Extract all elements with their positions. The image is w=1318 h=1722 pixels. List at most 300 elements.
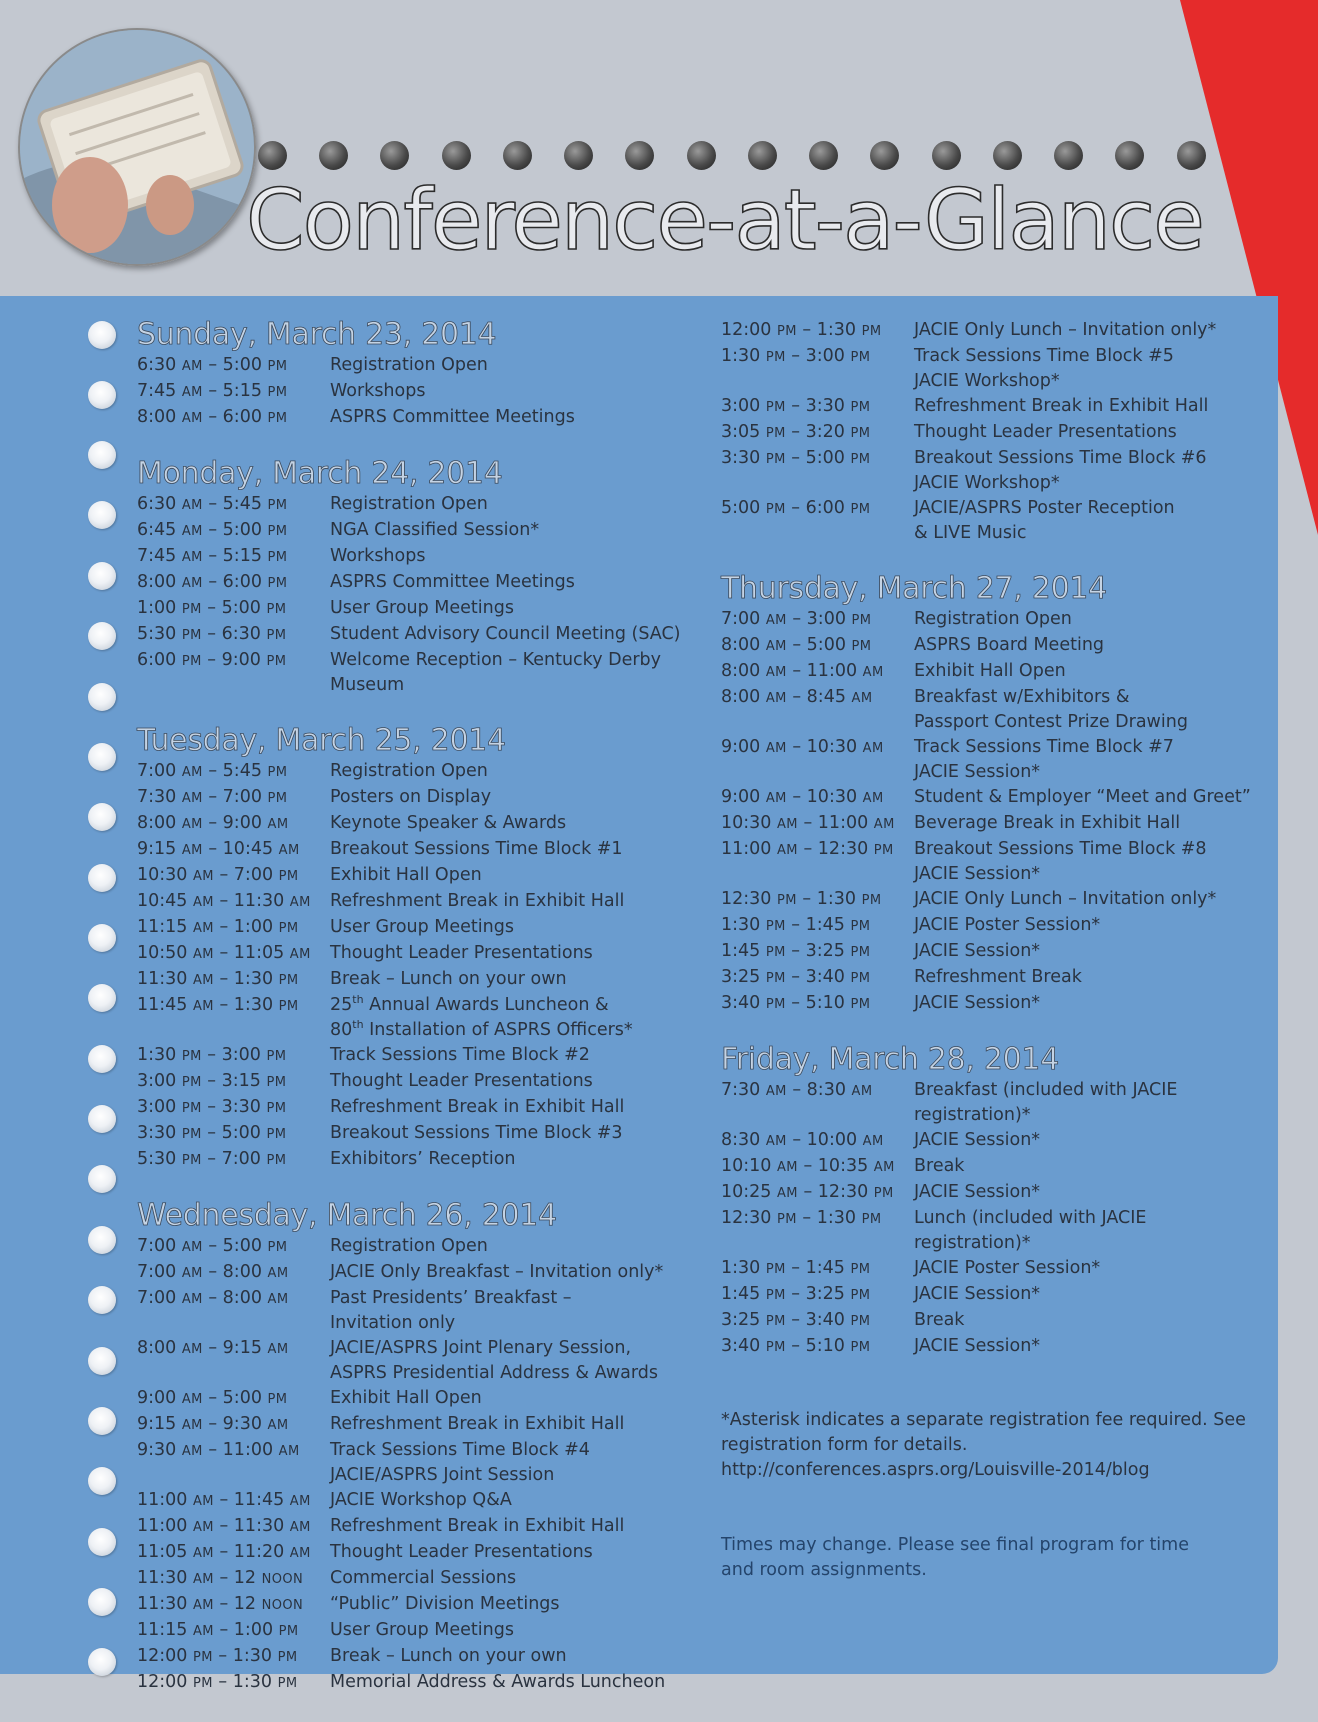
schedule-change-notice (721, 1533, 1281, 1583)
schedule-row (137, 1260, 697, 1286)
event-line: JACIE Only Lunch – Invitation only* (914, 889, 1217, 909)
event-line: Break (914, 1156, 965, 1176)
event-line: Thought Leader Presentations (914, 422, 1177, 442)
schedule-row (137, 1592, 697, 1618)
schedule-row (137, 1043, 697, 1069)
schedule-row (137, 785, 697, 811)
event-line: Workshops (330, 381, 426, 401)
event-line: Registration Open (330, 355, 488, 375)
schedule-row (721, 1334, 1281, 1360)
event-line: Track Sessions Time Block #7 (914, 737, 1174, 757)
day-block (137, 724, 697, 1173)
event-title (330, 1618, 697, 1644)
event-title (330, 1043, 697, 1069)
time-range: 10:30 AM – 11:00 AM (721, 813, 895, 833)
event-title (330, 1336, 697, 1386)
time-range: 12:00 PM – 1:30 PM (137, 1646, 298, 1666)
time-range: 7:00 AM – 8:00 AM (137, 1288, 289, 1308)
schedule-row (721, 837, 1281, 887)
time-range: 3:05 PM – 3:20 PM (721, 422, 871, 442)
time-range: 12:00 PM – 1:30 PM (721, 320, 882, 340)
event-line: Track Sessions Time Block #5 (914, 346, 1174, 366)
event-line: JACIE Session* (914, 1182, 1041, 1202)
schedule-row (721, 420, 1281, 446)
time-range: 3:40 PM – 5:10 PM (721, 1336, 871, 1356)
event-line: JACIE Poster Session* (914, 1258, 1101, 1278)
event-title (914, 1180, 1281, 1206)
event-title (330, 353, 697, 379)
notice-line: and room assignments. (721, 1560, 927, 1580)
event-title (330, 993, 697, 1043)
schedule-row (721, 811, 1281, 837)
schedule-row (137, 1121, 697, 1147)
time-range: 7:45 AM – 5:15 PM (137, 546, 288, 566)
event-title (914, 1256, 1281, 1282)
time-range: 7:00 AM – 5:45 PM (137, 761, 288, 781)
time-range: 1:00 PM – 5:00 PM (137, 598, 287, 618)
schedule-row (721, 991, 1281, 1017)
event-line: Welcome Reception – Kentucky Derby (330, 650, 662, 670)
time-range: 10:10 AM – 10:35 AM (721, 1156, 895, 1176)
event-line: Breakout Sessions Time Block #3 (330, 1123, 623, 1143)
day-heading: Monday, March 24, 2014 (137, 456, 503, 491)
event-title (330, 1592, 697, 1618)
event-line: Commercial Sessions (330, 1568, 517, 1588)
event-title (914, 1282, 1281, 1308)
day-block (721, 318, 1281, 546)
event-title (330, 1260, 697, 1286)
event-title (330, 544, 697, 570)
notice-line: Times may change. Please see final program for time (721, 1535, 1189, 1555)
schedule-row (721, 659, 1281, 685)
event-line: Track Sessions Time Block #4 (330, 1440, 590, 1460)
event-title (914, 685, 1281, 735)
event-title (914, 913, 1281, 939)
event-line: Thought Leader Presentations (330, 943, 593, 963)
schedule-row (721, 394, 1281, 420)
schedule-row (137, 1618, 697, 1644)
time-range: 10:45 AM – 11:30 AM (137, 891, 311, 911)
event-line: Exhibit Hall Open (330, 1388, 482, 1408)
schedule-row (137, 1514, 697, 1540)
time-range: 9:00 AM – 10:30 AM (721, 737, 884, 757)
footnote-line: registration form for details. (721, 1435, 968, 1455)
event-line: “Public” Division Meetings (330, 1594, 560, 1614)
schedule-row (721, 446, 1281, 496)
schedule-row (721, 1206, 1281, 1256)
time-range: 6:00 PM – 9:00 PM (137, 650, 287, 670)
event-title (914, 420, 1281, 446)
event-line: Beverage Break in Exhibit Hall (914, 813, 1181, 833)
time-range: 11:45 AM – 1:30 PM (137, 995, 299, 1015)
time-range: 9:30 AM – 11:00 AM (137, 1440, 300, 1460)
schedule-row (721, 1128, 1281, 1154)
schedule-row (137, 1540, 697, 1566)
event-title (330, 648, 697, 698)
event-line: ASPRS Committee Meetings (330, 407, 575, 427)
time-range: 10:30 AM – 7:00 PM (137, 865, 299, 885)
event-title (914, 1078, 1281, 1128)
event-line: Registration Open (914, 609, 1072, 629)
schedule-row (137, 1069, 697, 1095)
time-range: 11:00 AM – 12:30 PM (721, 839, 894, 859)
event-line: Workshops (330, 546, 426, 566)
day-block (721, 572, 1281, 1017)
schedule-row (137, 1147, 697, 1173)
event-title (914, 1154, 1281, 1180)
event-line: Memorial Address & Awards Luncheon (330, 1672, 666, 1692)
time-range: 11:00 AM – 11:30 AM (137, 1516, 311, 1536)
time-range: 3:00 PM – 3:15 PM (137, 1071, 287, 1091)
event-title (914, 1334, 1281, 1360)
event-title (914, 496, 1281, 546)
event-line: Museum (330, 675, 405, 695)
schedule-row (721, 1180, 1281, 1206)
event-line: JACIE Only Lunch – Invitation only* (914, 320, 1217, 340)
time-range: 9:15 AM – 9:30 AM (137, 1414, 289, 1434)
event-line: Lunch (included with JACIE (914, 1208, 1147, 1228)
event-title (330, 837, 697, 863)
event-line: Registration Open (330, 494, 488, 514)
event-title (914, 965, 1281, 991)
event-line: JACIE Session* (914, 1284, 1041, 1304)
time-range: 12:30 PM – 1:30 PM (721, 1208, 882, 1228)
schedule-row (137, 518, 697, 544)
time-range: 7:00 AM – 5:00 PM (137, 1236, 288, 1256)
schedule-row (137, 648, 697, 698)
event-title (914, 394, 1281, 420)
event-line: Thought Leader Presentations (330, 1071, 593, 1091)
footnote-url: http://conferences.asprs.org/Louisville-2014/blog (721, 1460, 1150, 1480)
time-range: 1:30 PM – 1:45 PM (721, 1258, 871, 1278)
event-line: Thought Leader Presentations (330, 1542, 593, 1562)
event-title (330, 1670, 697, 1696)
event-line: registration)* (914, 1233, 1031, 1253)
time-range: 1:45 PM – 3:25 PM (721, 1284, 871, 1304)
event-line: JACIE Workshop Q&A (330, 1490, 512, 1510)
time-range: 6:45 AM – 5:00 PM (137, 520, 288, 540)
event-title (914, 1206, 1281, 1256)
event-line: Breakfast w/Exhibitors & (914, 687, 1130, 707)
event-line: Past Presidents’ Breakfast – (330, 1288, 572, 1308)
time-range: 1:30 PM – 3:00 PM (721, 346, 871, 366)
event-title (330, 863, 697, 889)
event-line: Break (914, 1310, 965, 1330)
time-range: 7:45 AM – 5:15 PM (137, 381, 288, 401)
schedule-row (721, 913, 1281, 939)
footnote (721, 1408, 1281, 1483)
schedule-row (721, 1256, 1281, 1282)
schedule-row (721, 785, 1281, 811)
time-range: 7:30 AM – 7:00 PM (137, 787, 288, 807)
day-block (721, 1043, 1281, 1360)
event-title (330, 1540, 697, 1566)
event-title (330, 759, 697, 785)
time-range: 3:00 PM – 3:30 PM (137, 1097, 287, 1117)
event-line: Break – Lunch on your own (330, 1646, 567, 1666)
schedule-row (721, 735, 1281, 785)
binder-holes (0, 0, 130, 1712)
event-title (914, 318, 1281, 344)
event-line: Registration Open (330, 761, 488, 781)
event-line: Passport Contest Prize Drawing (914, 712, 1188, 732)
event-title (330, 967, 697, 993)
time-range: 8:00 AM – 11:00 AM (721, 661, 884, 681)
event-line: Refreshment Break (914, 967, 1082, 987)
time-range: 11:30 AM – 1:30 PM (137, 969, 299, 989)
schedule-row (721, 496, 1281, 546)
schedule-row (137, 1488, 697, 1514)
schedule-row (721, 965, 1281, 991)
event-line: Exhibit Hall Open (330, 865, 482, 885)
schedule-row (137, 915, 697, 941)
event-line: JACIE Workshop* (914, 473, 1060, 493)
event-title (914, 811, 1281, 837)
event-title (330, 1147, 697, 1173)
schedule-row (137, 811, 697, 837)
event-title (330, 379, 697, 405)
time-range: 9:15 AM – 10:45 AM (137, 839, 300, 859)
event-line: Refreshment Break in Exhibit Hall (330, 1414, 625, 1434)
event-title (330, 915, 697, 941)
time-range: 11:00 AM – 11:45 AM (137, 1490, 311, 1510)
event-line: JACIE Poster Session* (914, 915, 1101, 935)
event-line: JACIE Session* (914, 1130, 1041, 1150)
time-range: 3:30 PM – 5:00 PM (721, 448, 871, 468)
time-range: 8:00 AM – 6:00 PM (137, 572, 288, 592)
event-line: Breakout Sessions Time Block #8 (914, 839, 1207, 859)
event-line: Breakout Sessions Time Block #6 (914, 448, 1207, 468)
event-title (914, 1128, 1281, 1154)
event-line: Breakout Sessions Time Block #1 (330, 839, 623, 859)
schedule-row (137, 889, 697, 915)
event-title (330, 1234, 697, 1260)
decorative-dot-row (258, 141, 1218, 173)
event-title (914, 344, 1281, 394)
event-title (330, 518, 697, 544)
schedule-row (137, 1286, 697, 1336)
schedule-row (137, 1566, 697, 1592)
time-range: 6:30 AM – 5:45 PM (137, 494, 288, 514)
event-line: User Group Meetings (330, 1620, 514, 1640)
event-title (330, 1566, 697, 1592)
event-title (330, 1121, 697, 1147)
event-line: Student Advisory Council Meeting (SAC) (330, 624, 681, 644)
schedule-row (137, 544, 697, 570)
event-title (330, 622, 697, 648)
schedule-row (137, 353, 697, 379)
time-range: 9:00 AM – 5:00 PM (137, 1388, 288, 1408)
event-line: 80th Installation of ASPRS Officers* (330, 1018, 633, 1040)
schedule-row (721, 633, 1281, 659)
event-title (914, 991, 1281, 1017)
event-title (914, 837, 1281, 887)
event-title (330, 941, 697, 967)
schedule-row (137, 1336, 697, 1386)
schedule-row (137, 993, 697, 1043)
time-range: 7:00 AM – 3:00 PM (721, 609, 872, 629)
time-range: 5:30 PM – 6:30 PM (137, 624, 287, 644)
schedule-row (721, 344, 1281, 394)
event-title (330, 405, 697, 431)
event-line: Track Sessions Time Block #2 (330, 1045, 590, 1065)
schedule-row (137, 570, 697, 596)
day-heading: Tuesday, March 25, 2014 (137, 723, 506, 758)
event-line: ASPRS Board Meeting (914, 635, 1105, 655)
event-line: Exhibit Hall Open (914, 661, 1066, 681)
event-line: Registration Open (330, 1236, 488, 1256)
event-line: User Group Meetings (330, 598, 514, 618)
time-range: 6:30 AM – 5:00 PM (137, 355, 288, 375)
schedule-row (137, 1644, 697, 1670)
event-title (330, 811, 697, 837)
schedule-row (137, 405, 697, 431)
event-title (330, 596, 697, 622)
event-line: NGA Classified Session* (330, 520, 540, 540)
day-block (137, 1199, 697, 1696)
schedule-row (721, 1154, 1281, 1180)
schedule-column-right (721, 318, 1281, 1583)
event-title (330, 1095, 697, 1121)
time-range: 5:00 PM – 6:00 PM (721, 498, 871, 518)
event-line: Invitation only (330, 1313, 456, 1333)
schedule-row (137, 1670, 697, 1696)
event-line: JACIE Session* (914, 1336, 1041, 1356)
event-line: & LIVE Music (914, 523, 1027, 543)
schedule-row (721, 607, 1281, 633)
time-range: 11:05 AM – 11:20 AM (137, 1542, 311, 1562)
time-range: 1:30 PM – 1:45 PM (721, 915, 871, 935)
event-title (330, 1386, 697, 1412)
time-range: 7:00 AM – 8:00 AM (137, 1262, 289, 1282)
schedule-column-left (137, 318, 697, 1722)
schedule-row (137, 759, 697, 785)
schedule-row (721, 887, 1281, 913)
time-range: 12:00 PM – 1:30 PM (137, 1672, 298, 1692)
time-range: 5:30 PM – 7:00 PM (137, 1149, 287, 1169)
day-block (137, 318, 697, 431)
schedule-row (137, 492, 697, 518)
time-range: 11:15 AM – 1:00 PM (137, 917, 299, 937)
schedule-row (721, 1308, 1281, 1334)
event-title (330, 570, 697, 596)
time-range: 11:30 AM – 12 NOON (137, 1594, 304, 1614)
time-range: 7:30 AM – 8:30 AM (721, 1080, 873, 1100)
schedule-row (137, 622, 697, 648)
day-heading: Friday, March 28, 2014 (721, 1042, 1059, 1077)
event-title (914, 1308, 1281, 1334)
page-title: Conference-at-a-Glance (246, 171, 1203, 269)
event-line: JACIE Workshop* (914, 371, 1060, 391)
time-range: 11:15 AM – 1:00 PM (137, 1620, 299, 1640)
event-title (914, 735, 1281, 785)
event-title (330, 1644, 697, 1670)
time-range: 11:30 AM – 12 NOON (137, 1568, 304, 1588)
schedule-row (137, 967, 697, 993)
event-title (914, 446, 1281, 496)
event-line: Keynote Speaker & Awards (330, 813, 567, 833)
schedule-row (721, 318, 1281, 344)
schedule-row (137, 1412, 697, 1438)
schedule-row (137, 379, 697, 405)
event-title (330, 1514, 697, 1540)
event-line: 25th Annual Awards Luncheon & (330, 993, 609, 1015)
event-line: User Group Meetings (330, 917, 514, 937)
event-line: Break – Lunch on your own (330, 969, 567, 989)
schedule-row (137, 1095, 697, 1121)
time-range: 8:00 AM – 8:45 AM (721, 687, 873, 707)
event-title (330, 1412, 697, 1438)
event-title (914, 887, 1281, 913)
event-line: ASPRS Presidential Address & Awards (330, 1363, 658, 1383)
event-title (330, 1069, 697, 1095)
schedule-row (137, 837, 697, 863)
schedule-row (721, 1078, 1281, 1128)
time-range: 8:30 AM – 10:00 AM (721, 1130, 884, 1150)
time-range: 3:00 PM – 3:30 PM (721, 396, 871, 416)
schedule-row (721, 685, 1281, 735)
event-line: registration)* (914, 1105, 1031, 1125)
event-line: JACIE/ASPRS Joint Plenary Session, (330, 1338, 632, 1358)
schedule-days-right (721, 318, 1281, 1360)
event-line: Refreshment Break in Exhibit Hall (914, 396, 1209, 416)
schedule-row (137, 1438, 697, 1488)
event-title (914, 785, 1281, 811)
event-line: JACIE Session* (914, 762, 1041, 782)
schedule-row (137, 863, 697, 889)
schedule-row (137, 596, 697, 622)
time-range: 3:25 PM – 3:40 PM (721, 967, 871, 987)
footnote-line: *Asterisk indicates a separate registration fee required. See (721, 1410, 1246, 1430)
event-title (914, 607, 1281, 633)
event-title (330, 1438, 697, 1488)
event-title (914, 939, 1281, 965)
schedule-row (137, 1386, 697, 1412)
time-range: 8:00 AM – 6:00 PM (137, 407, 288, 427)
event-line: ASPRS Committee Meetings (330, 572, 575, 592)
event-line: Refreshment Break in Exhibit Hall (330, 891, 625, 911)
event-line: JACIE Session* (914, 941, 1041, 961)
day-block (137, 457, 697, 698)
schedule-row (137, 1234, 697, 1260)
event-title (330, 492, 697, 518)
event-title (914, 633, 1281, 659)
event-line: Breakfast (included with JACIE (914, 1080, 1178, 1100)
event-line: JACIE Session* (914, 993, 1041, 1013)
event-title (330, 889, 697, 915)
time-range: 1:30 PM – 3:00 PM (137, 1045, 287, 1065)
time-range: 8:00 AM – 9:15 AM (137, 1338, 289, 1358)
time-range: 8:00 AM – 5:00 PM (721, 635, 872, 655)
event-line: Posters on Display (330, 787, 492, 807)
event-line: Refreshment Break in Exhibit Hall (330, 1516, 625, 1536)
schedule-row (137, 941, 697, 967)
schedule-row (721, 1282, 1281, 1308)
day-heading: Sunday, March 23, 2014 (137, 317, 497, 352)
time-range: 10:50 AM – 11:05 AM (137, 943, 311, 963)
event-line: JACIE Only Breakfast – Invitation only* (330, 1262, 664, 1282)
event-line: JACIE/ASPRS Joint Session (330, 1465, 555, 1485)
event-line: Student & Employer “Meet and Greet” (914, 787, 1251, 807)
event-title (330, 1488, 697, 1514)
day-heading: Wednesday, March 26, 2014 (137, 1198, 557, 1233)
time-range: 9:00 AM – 10:30 AM (721, 787, 884, 807)
time-range: 3:25 PM – 3:40 PM (721, 1310, 871, 1330)
time-range: 3:40 PM – 5:10 PM (721, 993, 871, 1013)
time-range: 10:25 AM – 12:30 PM (721, 1182, 894, 1202)
event-line: Exhibitors’ Reception (330, 1149, 516, 1169)
event-title (914, 659, 1281, 685)
